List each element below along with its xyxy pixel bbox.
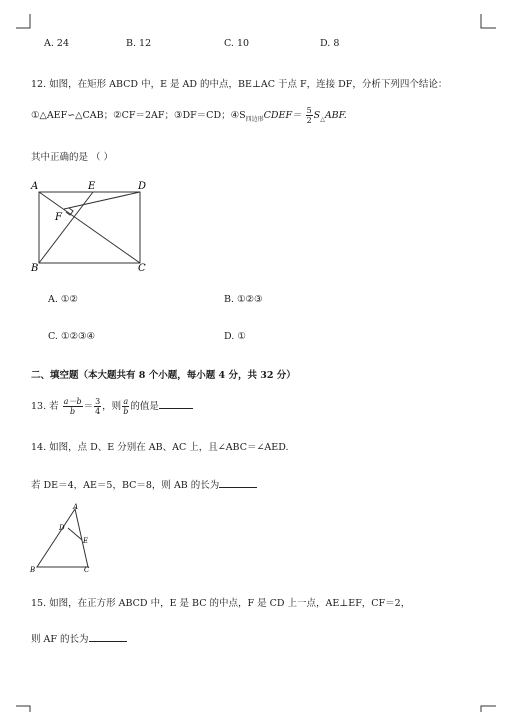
q11-option-d: D. 8 — [320, 38, 340, 49]
q12-conclusions-part-d: ABF. — [324, 110, 347, 121]
q13-fraction-2-num: 3 — [95, 397, 101, 406]
section-2-heading: 二、填空题（本大题共有 8 个小题，每小题 4 分，共 32 分） — [31, 370, 296, 381]
q12-conclusions-part-b: CDEF＝ — [263, 110, 302, 121]
label-c: C — [138, 263, 146, 273]
label-d: D — [138, 181, 147, 192]
q13-fraction-3-den: b — [123, 407, 129, 416]
label-e: E — [88, 181, 96, 192]
q14-triangle-figure — [28, 503, 98, 575]
q13-fraction-3 — [122, 397, 129, 416]
q15-line-1: 15. 如图，在正方形 ABCD 中，E 是 BC 的中点，F 是 CD 上一点，AE⊥EF，CF＝2， — [31, 598, 411, 609]
label-a: A — [31, 181, 39, 192]
q13-mid: ，则 — [102, 401, 122, 412]
q15-answer-blank[interactable] — [89, 632, 127, 642]
q14-line-1: 14. 如图，点 D、E 分别在 AB、AC 上，且∠ABC＝∠AED. — [31, 442, 289, 453]
q13-post: 的值是 — [130, 401, 159, 412]
label-f: F — [55, 212, 62, 223]
segment-df — [64, 192, 140, 209]
q12-conclusions-sub: 四边形 — [245, 115, 264, 123]
q14-line-2 — [31, 477, 257, 491]
label-b: B — [30, 566, 36, 574]
q13-fraction-1-den: b — [70, 407, 76, 416]
q13-answer-blank[interactable] — [159, 399, 193, 409]
q11-option-b: B. 12 — [126, 38, 152, 49]
q12-option-c: C. ①②③④ — [48, 331, 96, 342]
label-b: B — [31, 263, 39, 273]
q13 — [31, 397, 193, 416]
q13-pre: 13. 若 — [31, 401, 59, 412]
q12-conclusions — [31, 106, 347, 125]
q14-line-2-text: 若 DE＝4，AE＝5，BC＝8，则 AB 的长为 — [31, 480, 220, 491]
q13-fraction-2 — [94, 397, 101, 416]
q12-conclusions-part-a: ①△AEF∽△CAB；②CF＝2AF；③DF＝CD；④S — [31, 110, 246, 121]
q13-fraction-2-den: 4 — [95, 407, 101, 416]
q12-prompt: 12. 如图，在矩形 ABCD 中，E 是 AD 的中点，BE⊥AC 于点 F，连接 DF，分析下列四个结论： — [31, 79, 448, 90]
label-c: C — [84, 566, 90, 574]
q12-fraction-num: 5 — [306, 106, 312, 115]
segment-ac — [39, 192, 140, 263]
q13-fraction-1-num: a－b — [63, 397, 82, 406]
q13-fraction-1 — [63, 397, 83, 416]
q12-fraction-den: 2 — [306, 116, 312, 125]
q11-option-c: C. 10 — [224, 38, 250, 49]
q12-rectangle-figure — [28, 178, 153, 273]
label-a: A — [73, 503, 79, 511]
segment-be — [39, 192, 93, 263]
q12-option-b: B. ①②③ — [224, 294, 263, 305]
q12-which: 其中正确的是 （ ） — [31, 152, 114, 163]
label-d: D — [59, 524, 65, 532]
q12-fraction — [306, 106, 313, 125]
q13-fraction-3-num: a — [123, 397, 129, 406]
q13-eq: ＝ — [83, 401, 94, 412]
q14-answer-blank[interactable] — [219, 478, 257, 488]
q15-line-2 — [31, 631, 127, 645]
q12-option-d: D. ① — [224, 331, 246, 342]
q12-conclusions-sub2: △ — [320, 115, 325, 123]
q12-conclusions-part-c: S — [313, 110, 321, 121]
label-e: E — [83, 537, 89, 545]
q15-line-2-text: 则 AF 的长为 — [31, 634, 89, 645]
q12-option-a: A. ①② — [48, 294, 78, 305]
q11-option-a: A. 24 — [44, 38, 69, 49]
